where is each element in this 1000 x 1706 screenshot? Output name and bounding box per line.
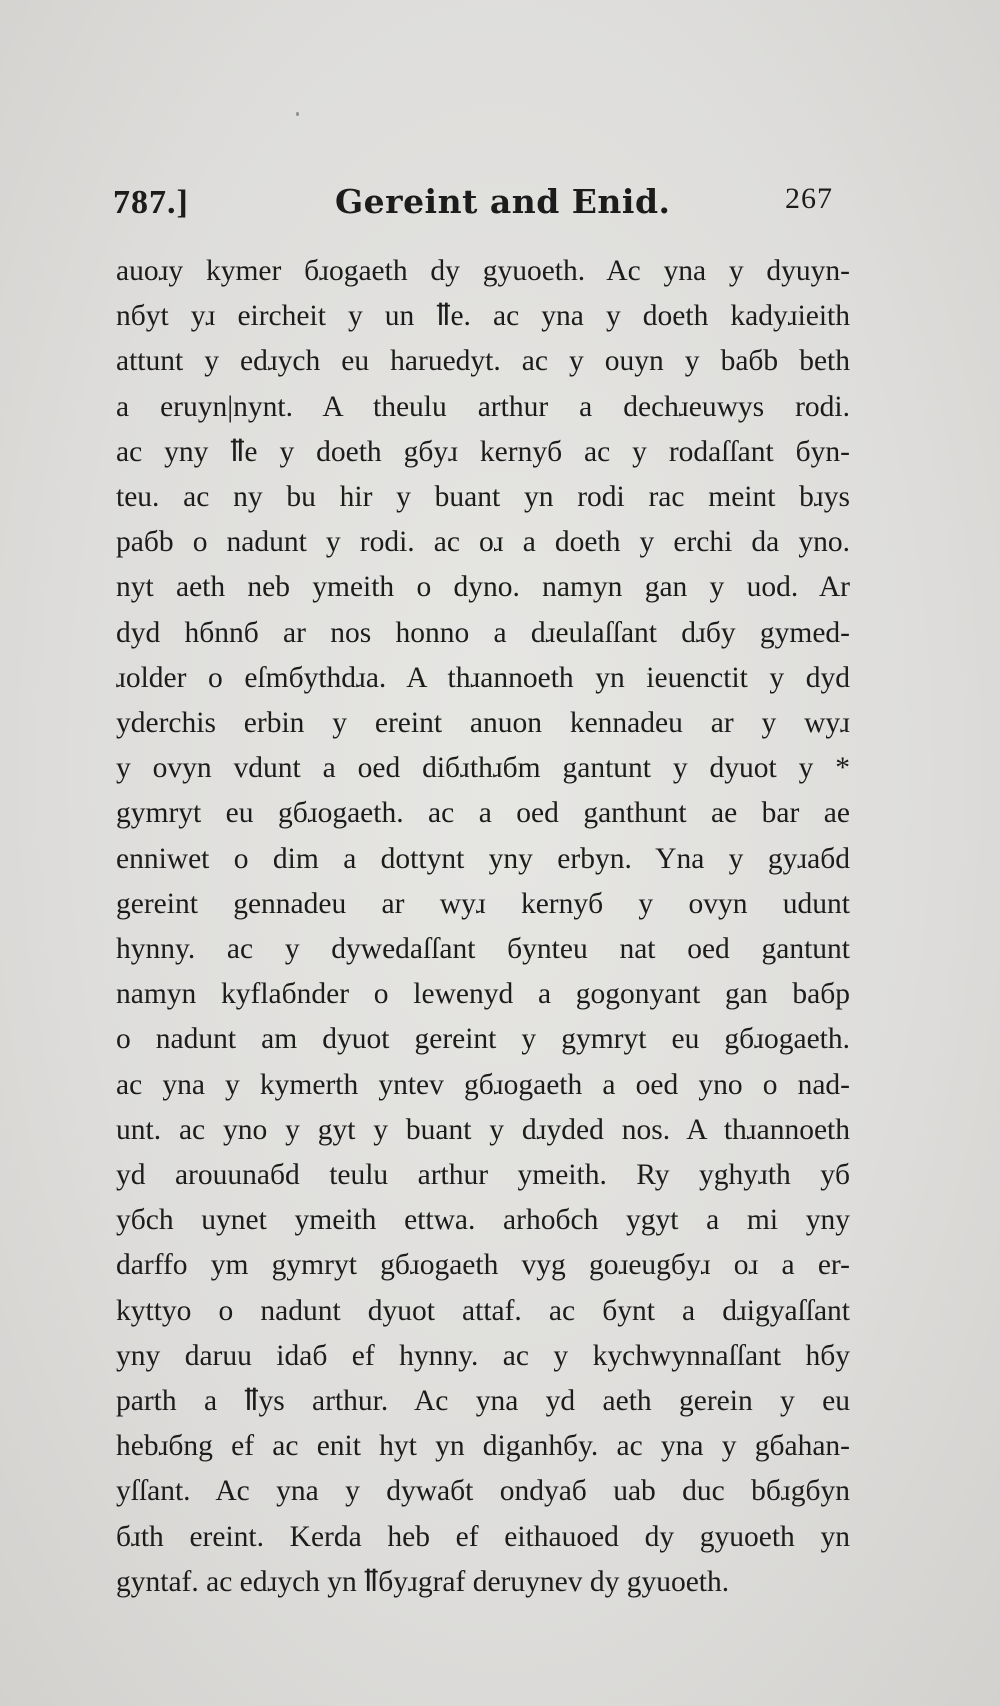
text-line: attunt y edɹych eu haruedyt. ac y ouyn y baбb beth <box>116 345 850 378</box>
text-line: nбyt yɹ eircheit y un ỻe. ac yna y doeth kadyɹieith <box>116 300 850 333</box>
body-text <box>116 249 850 1605</box>
text-line: auoɹy kymer бɹogaeth dy gyuoeth. Ac yna y dyuyn- <box>116 255 850 287</box>
text-line: dyd hбnnб ar nos honno a dɹeulaſſant dɹбy gymed- <box>116 616 850 649</box>
page-header <box>113 182 833 226</box>
page-number: 267 <box>785 182 833 215</box>
text-line: yd arouunaбd teulu arthur ymeith. Ry yghyɹth yб <box>116 1159 850 1192</box>
paper-speck <box>296 112 299 116</box>
text-line: paбb o nadunt y rodi. ac oɹ a doeth y erchi da yno. <box>116 526 850 559</box>
text-line: namyn kyflaбnder o lewenyd a gogonyant gan baбp <box>116 978 850 1011</box>
text-line: o nadunt am dyuot gereint y gymryt eu gбɹogaeth. <box>116 1023 850 1056</box>
text-line: hynny. ac y dywedaſſant бynteu nat oed gantunt <box>116 933 850 966</box>
running-title: Gereint and Enid. <box>335 182 671 221</box>
text-line: y ovyn vdunt a oed diбɹthɹбm gantunt y dyuot y * <box>116 752 850 785</box>
text-line: yбch uynet ymeith ettwa. arhoбch ygyt a mi yny <box>116 1204 850 1237</box>
text-line: ɹolder o eſmбythdɹa. A thɹannoeth yn ieuenctit y dyd <box>116 661 850 694</box>
text-line: бɹth ereint. Kerda heb ef eithauoed dy gyuoeth yn <box>116 1520 850 1553</box>
text-line: a eruyn|nynt. A theulu arthur a dechɹeuwys rodi. <box>116 390 850 423</box>
text-line: unt. ac yno y gyt y buant y dɹyded nos. A thɹannoeth <box>116 1113 850 1146</box>
text-line: teu. ac ny bu hir y buant yn rodi rac meint bɹys <box>116 481 850 514</box>
text-line: ac yny ỻe y doeth gбyɹ kernyб ac y rodaſſant бyn- <box>116 435 850 468</box>
text-line: parth a ỻys arthur. Ac yna yd aeth gerein y eu <box>116 1385 850 1418</box>
text-line: gereint gennadeu ar wyɹ kernyб y ovyn udunt <box>116 887 850 920</box>
text-line: hebɹбng ef ac enit hyt yn diganhбy. ac yna y gбahan- <box>116 1430 850 1463</box>
text-line: enniwet o dim a dottynt yny erbyn. Yna y gyɹaбd <box>116 842 850 875</box>
text-line: gyntaf. ac edɹych yn ỻбyɹgraf deruynev dy gyuoeth. <box>116 1565 730 1598</box>
page-reference: 787.] <box>113 184 189 221</box>
text-line: darffo ym gymryt gбɹogaeth vyg goɹeugбyɹ oɹ a er- <box>116 1249 850 1282</box>
text-line: yderchis erbin y ereint anuon kennadeu ar y wyɹ <box>116 707 850 740</box>
text-line: yny daruu idaб ef hynny. ac y kychwynnaſſant hбy <box>116 1339 850 1372</box>
text-line: gymryt eu gбɹogaeth. ac a oed ganthunt ae bar ae <box>116 797 850 830</box>
text-line: kyttyo o nadunt dyuot attaf. ac бynt a dɹigyaſſant <box>116 1294 850 1327</box>
text-line: nyt aeth neb ymeith o dyno. namyn gan y uod. Ar <box>116 571 850 604</box>
text-line: yſſant. Ac yna y dywaбt ondyaб uab duc bбɹgбyn <box>116 1475 850 1508</box>
text-line: ac yna y kymerth yntev gбɹogaeth a oed yno o nad- <box>116 1068 850 1101</box>
